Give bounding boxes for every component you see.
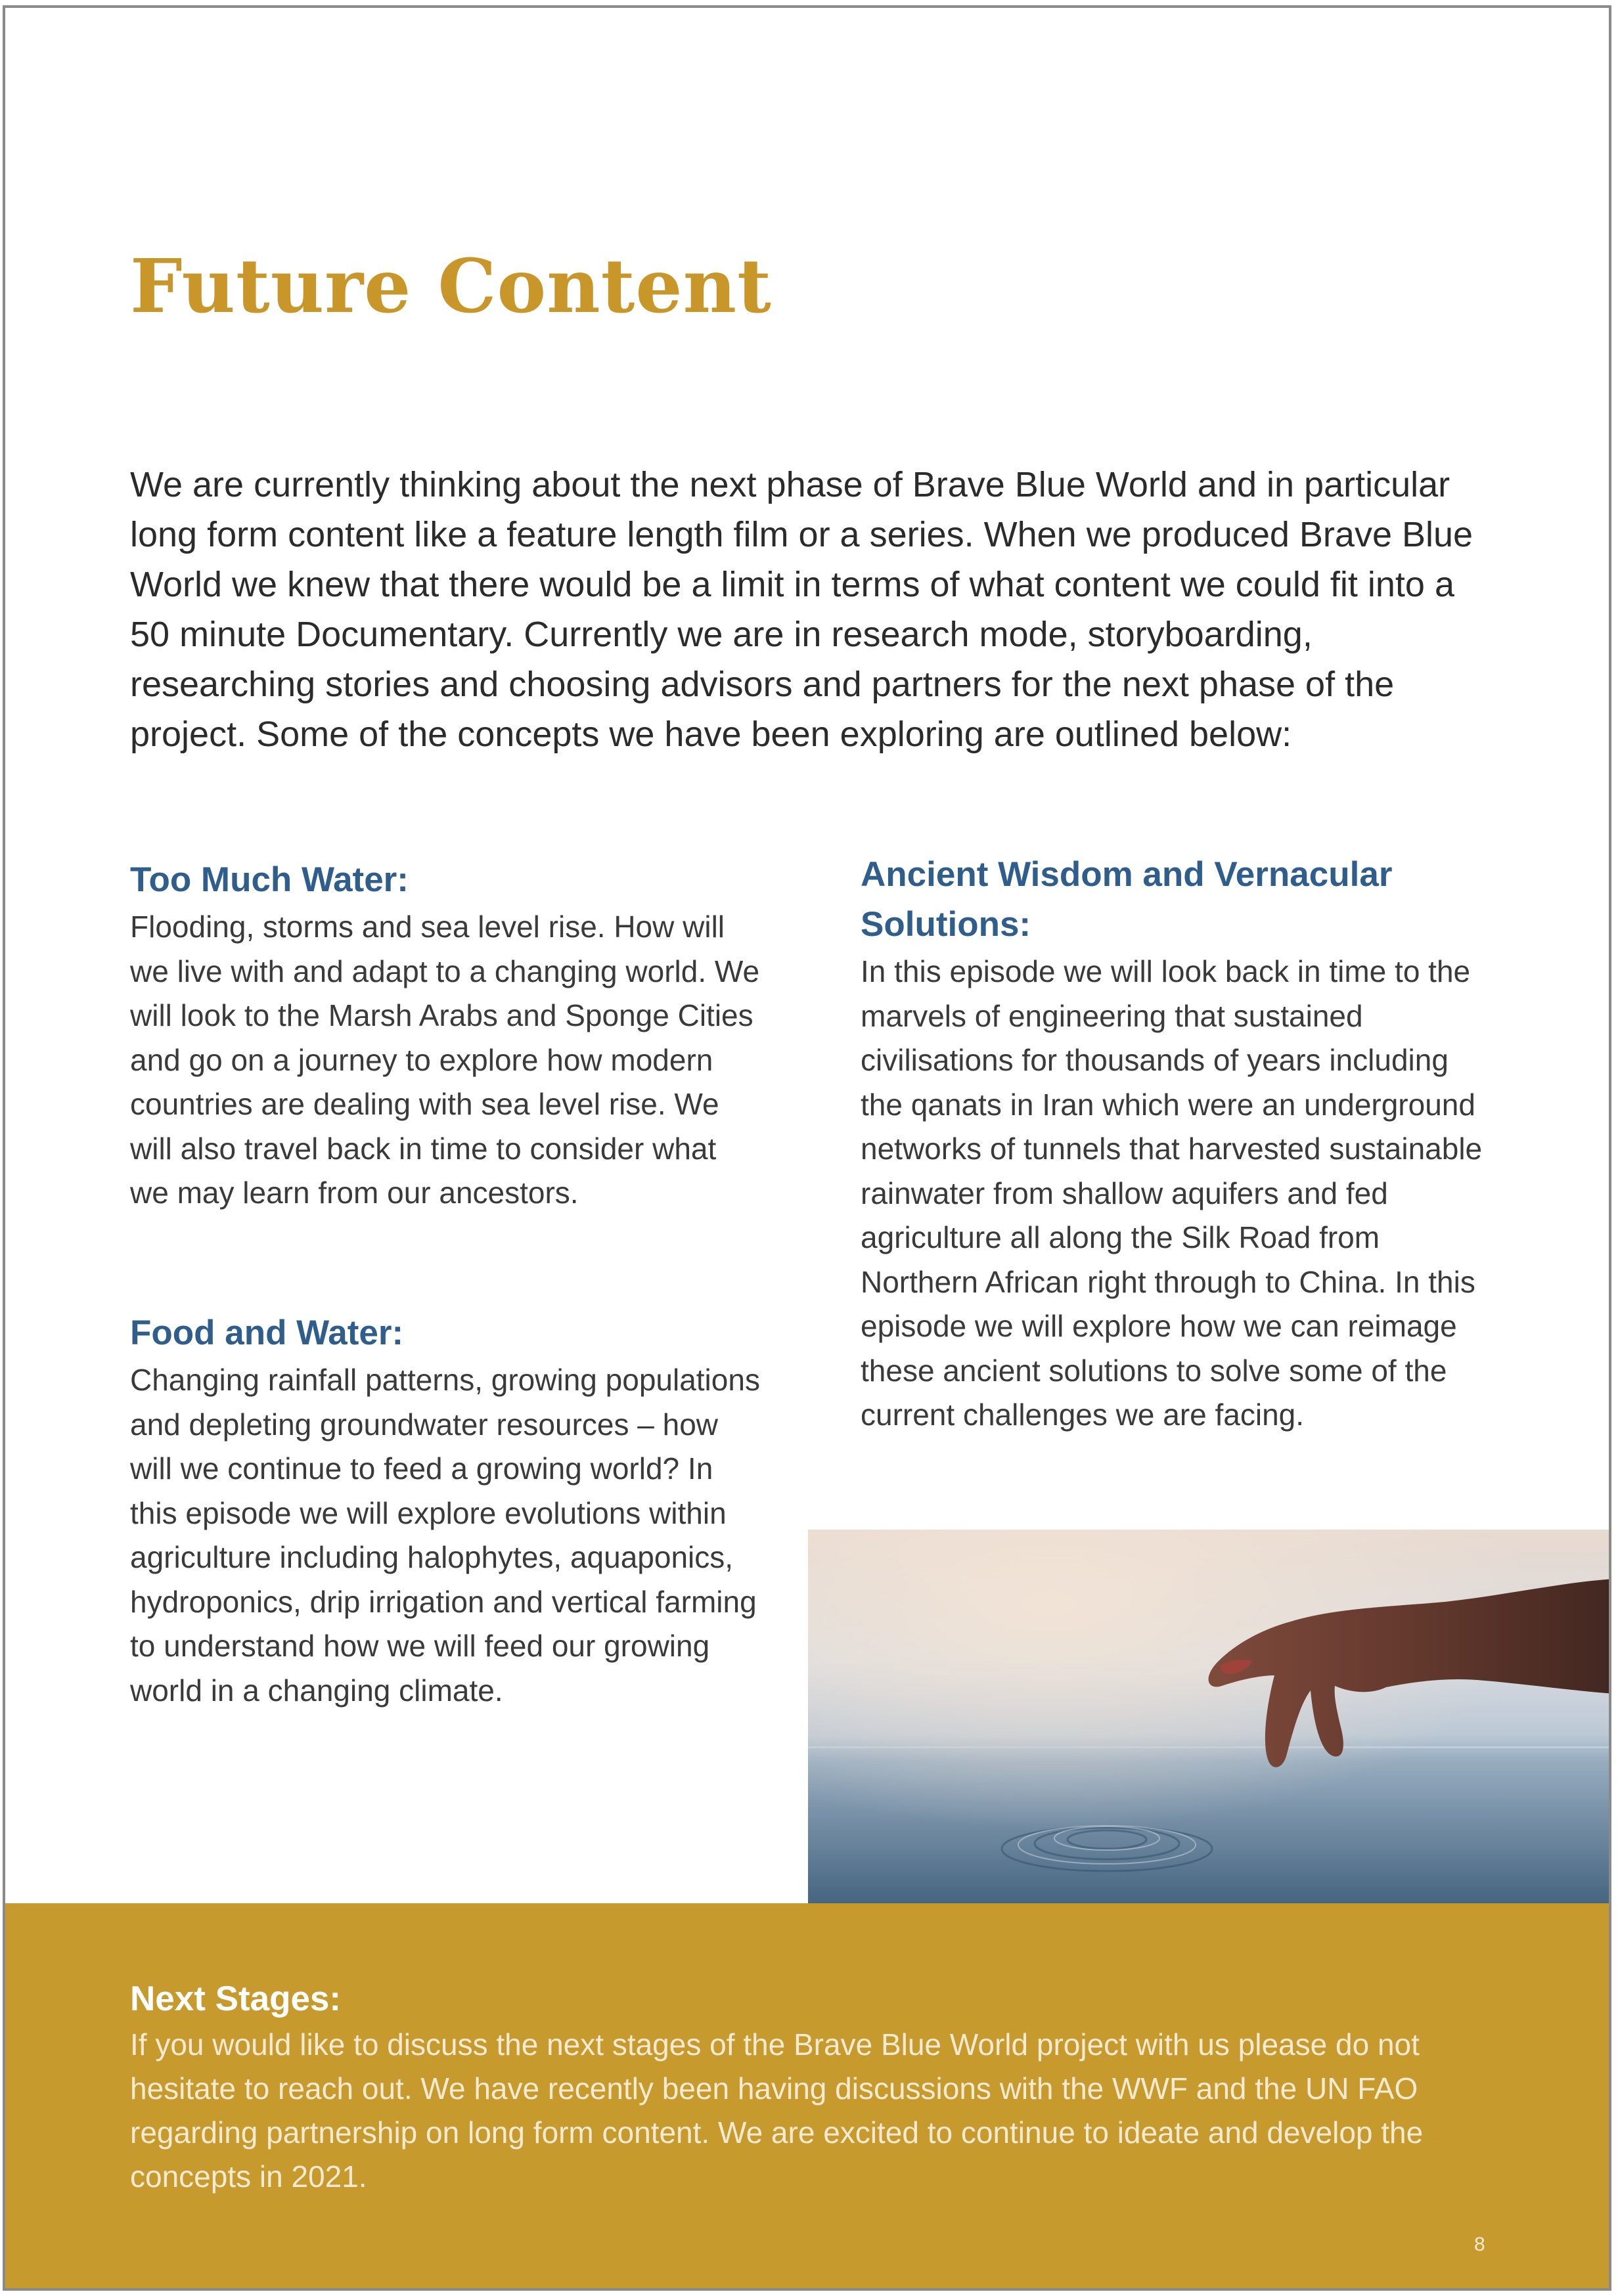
page-number: 8	[1474, 2234, 1485, 2255]
footer-text: If you would like to discuss the next stages of the Brave Blue World project with us please do not hesitate to reach out. We have recently been having discussions with the WWF and the UN FAO regarding partnership on long form content. We are excited to continue to ideate and develop the concepts in 2021.	[130, 2027, 1424, 2194]
section-text: In this episode we will look back in time to the marvels of engineering that sustained civilisations for thousands of years including the qanats in Iran which were an underground networks of tunnels that harvested sustainable rainwater from shallow aquifers and fed agriculture all along the Silk Road from Northern African right through to China. In this episode we will explore how we can reimage these ancient solutions to solve some of the current challenges we are facing.	[861, 954, 1483, 1432]
section-heading: Too Much Water:	[130, 860, 409, 899]
section-text: Changing rainfall patterns, growing populations and depleting groundwater resources – how will we continue to feed a growing world? In this episode we will explore evolutions within agriculture including halophytes, aquaponics, hydroponics, drip irrigation and vertical farming to understand how we will feed our growing world in a changing climate.	[130, 1363, 760, 1708]
section-too-much-water	[130, 855, 761, 1216]
section-heading: Ancient Wisdom and Vernacular Solutions:	[861, 855, 1393, 944]
page-title: Future Content	[130, 244, 772, 330]
footer-heading: Next Stages:	[130, 1979, 342, 2018]
section-food-and-water	[130, 1308, 761, 1713]
page-frame	[3, 5, 1611, 2291]
section-heading: Food and Water:	[130, 1314, 404, 1352]
section-ancient-wisdom	[861, 850, 1491, 1438]
intro-paragraph: We are currently thinking about the next phase of Brave Blue World and in particular long form content like a feature length film or a series. When we produced Brave Blue World we knew that there would be a limit in terms of what content we could fit into a 50 minute Documentary. Currently we are in research mode, storyboarding, researching stories and choosing advisors and partners for the next phase of the project. Some of the concepts we have been exploring are outlined below:	[130, 465, 1473, 754]
hand-touching-water-photo	[808, 1530, 1611, 1903]
section-text: Flooding, storms and sea level rise. How will we live with and adapt to a changing world. We will look to the Marsh Arabs and Sponge Cities and go on a journey to explore how modern countries are dealing with sea level rise. We will also travel back in time to consider what we may learn from our ancestors.	[130, 910, 760, 1210]
